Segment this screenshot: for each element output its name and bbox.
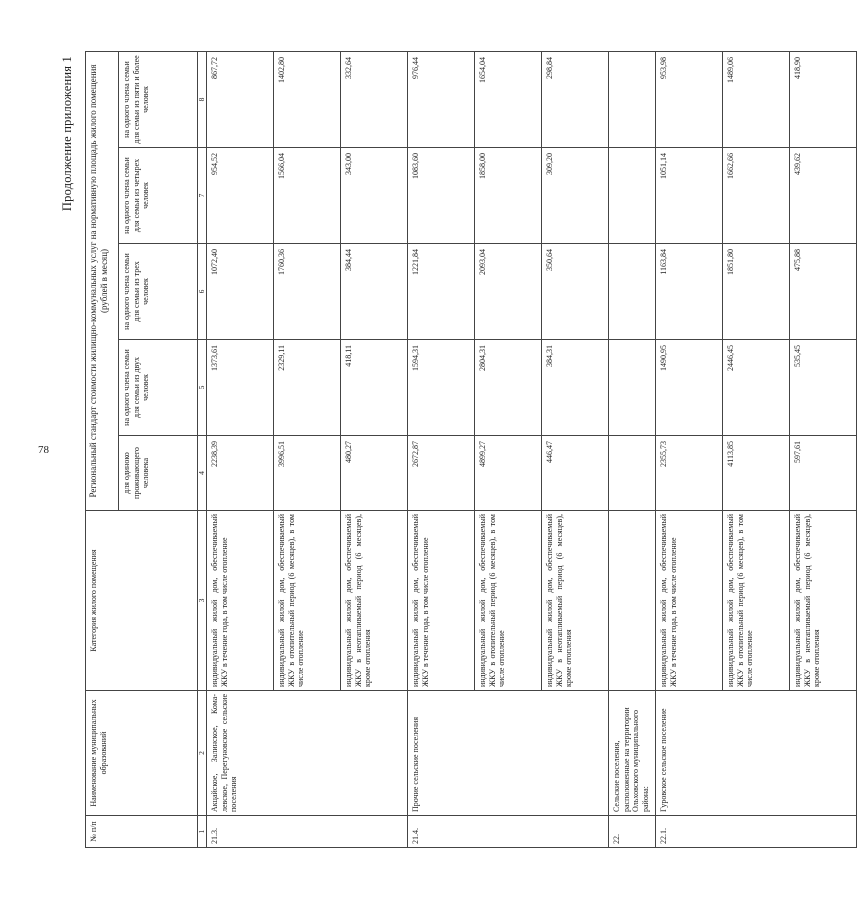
column-index: 2: [198, 691, 207, 816]
standard-value: 2355,73: [656, 436, 723, 511]
header-name: Наименование муниципальных образований: [86, 691, 198, 816]
standard-value: 1662,66: [723, 148, 790, 244]
municipality-name: Прочие сельские поселения: [408, 691, 609, 816]
standard-value: 2238,39: [207, 436, 274, 511]
standard-value: 332,64: [341, 51, 408, 147]
housing-category: индивидуальный жилой дом, обеспечиваемый ЖКУ в течение года, в том числе отопление: [207, 511, 274, 691]
header-category: Категория жилого помещения: [86, 511, 198, 691]
header-family-3: на одного члена семьи для семьи из трех человек: [119, 244, 198, 340]
table-row: [656, 51, 723, 847]
standard-value: 439,62: [790, 148, 857, 244]
standard-value: 1373,61: [207, 340, 274, 436]
standard-value: 2093,04: [475, 244, 542, 340]
standard-value: 1760,36: [274, 244, 341, 340]
row-number: 22.1.: [656, 816, 857, 848]
standard-value: 384,31: [542, 340, 609, 436]
empty-cell: [609, 511, 656, 691]
standard-value: 954,52: [207, 148, 274, 244]
column-index: 7: [198, 148, 207, 244]
standard-value: 384,44: [341, 244, 408, 340]
row-number: 22.: [609, 816, 656, 848]
standard-value: 1402,80: [274, 51, 341, 147]
regional-standard-table: [85, 51, 857, 848]
standard-value: 446,47: [542, 436, 609, 511]
municipality-name: Гуровское сельское поселение: [656, 691, 857, 816]
standard-value: 2804,31: [475, 340, 542, 436]
standard-value: 1858,00: [475, 148, 542, 244]
row-number: 21.4.: [408, 816, 609, 848]
standard-value: 1083,60: [408, 148, 475, 244]
empty-cell: [609, 148, 656, 244]
standard-value: 976,44: [408, 51, 475, 147]
table-row: [207, 51, 274, 847]
empty-cell: [609, 51, 656, 147]
standard-value: 535,45: [790, 340, 857, 436]
rotated-page-content: [60, 48, 822, 848]
standard-value: 480,27: [341, 436, 408, 511]
housing-category: индивидуальный жилой дом, обеспечиваемый ЖКУ в отопительный период (6 месяцев), в том числе отопление: [475, 511, 542, 691]
standard-value: 1051,14: [656, 148, 723, 244]
empty-cell: [609, 244, 656, 340]
standard-value: 343,00: [341, 148, 408, 244]
table-row: [408, 51, 475, 847]
header-family-4: на одного члена семьи для семьи из четырех человек: [119, 148, 198, 244]
standard-value: 867,72: [207, 51, 274, 147]
empty-cell: [609, 436, 656, 511]
standard-value: 418,11: [341, 340, 408, 436]
standard-value: 418,90: [790, 51, 857, 147]
standard-value: 1221,84: [408, 244, 475, 340]
header-per-month: (рублей в месяц): [98, 248, 109, 314]
standard-value: 1566,04: [274, 148, 341, 244]
standard-value: 2329,11: [274, 340, 341, 436]
standard-value: 475,88: [790, 244, 857, 340]
standard-value: 1654,04: [475, 51, 542, 147]
column-index: 1: [198, 816, 207, 848]
standard-value: 1594,31: [408, 340, 475, 436]
standard-value: 4113,85: [723, 436, 790, 511]
header-num: № п/п: [86, 816, 198, 848]
row-number: 21.3.: [207, 816, 408, 848]
standard-value: 350,64: [542, 244, 609, 340]
housing-category: индивидуальный жилой дом, обеспечиваемый ЖКУ в отопительный период (6 месяцев), в том числе отопление: [723, 511, 790, 691]
empty-cell: [609, 340, 656, 436]
standard-value: 1163,84: [656, 244, 723, 340]
standard-value: 1489,06: [723, 51, 790, 147]
column-index: 4: [198, 436, 207, 511]
section-heading-row: [609, 51, 656, 847]
standard-value: 298,84: [542, 51, 609, 147]
standard-value: 953,98: [656, 51, 723, 147]
column-index: 6: [198, 244, 207, 340]
standard-value: 3996,51: [274, 436, 341, 511]
header-regional-title: Региональный стандарт стоимости жилищно-коммунальных услуг на нормативную площадь жилого помещения: [88, 64, 98, 498]
header-single: для одиноко проживающего человека: [119, 436, 198, 511]
column-index: 5: [198, 340, 207, 436]
standard-value: 2446,45: [723, 340, 790, 436]
column-index: 3: [198, 511, 207, 691]
standard-value: 1851,80: [723, 244, 790, 340]
housing-category: индивидуальный жилой дом, обеспечиваемый ЖКУ в неотапливаемый период (6 месяцев), кроме отопления: [341, 511, 408, 691]
housing-category: индивидуальный жилой дом, обеспечиваемый ЖКУ в течение года, в том числе отопление: [656, 511, 723, 691]
municipality-name: Акцайское, Залинское, Кома-левское, Перегуновское сельские поселения: [207, 691, 408, 816]
housing-category: индивидуальный жилой дом, обеспечиваемый ЖКУ в течение года, в том числе отопление: [408, 511, 475, 691]
housing-category: индивидуальный жилой дом, обеспечиваемый ЖКУ в отопительный период (6 месяцев), в том числе отопление: [274, 511, 341, 691]
header-family-5: на одного члена семьи для семьи из пяти и более человек: [119, 51, 198, 147]
housing-category: индивидуальный жилой дом, обеспечиваемый ЖКУ в неотапливаемый период (6 месяцев), кроме отопления: [542, 511, 609, 691]
page-number: 78: [38, 444, 49, 456]
housing-category: индивидуальный жилой дом, обеспечиваемый ЖКУ в неотапливаемый период (6 месяцев), кроме отопления: [790, 511, 857, 691]
column-index: 8: [198, 51, 207, 147]
standard-value: 1490,95: [656, 340, 723, 436]
municipality-name: Сельские поселения, расположенные на территории Ольховского муниципального района:: [609, 691, 656, 816]
standard-value: 2672,87: [408, 436, 475, 511]
standard-value: 1072,40: [207, 244, 274, 340]
header-regional-standard: [86, 51, 119, 510]
standard-value: 309,20: [542, 148, 609, 244]
standard-value: 597,61: [790, 436, 857, 511]
header-family-2: на одного члена семьи для семьи из двух человек: [119, 340, 198, 436]
standard-value: 4899,27: [475, 436, 542, 511]
appendix-label: Продолжение приложения 1: [60, 56, 74, 212]
column-index-row: [198, 51, 207, 847]
